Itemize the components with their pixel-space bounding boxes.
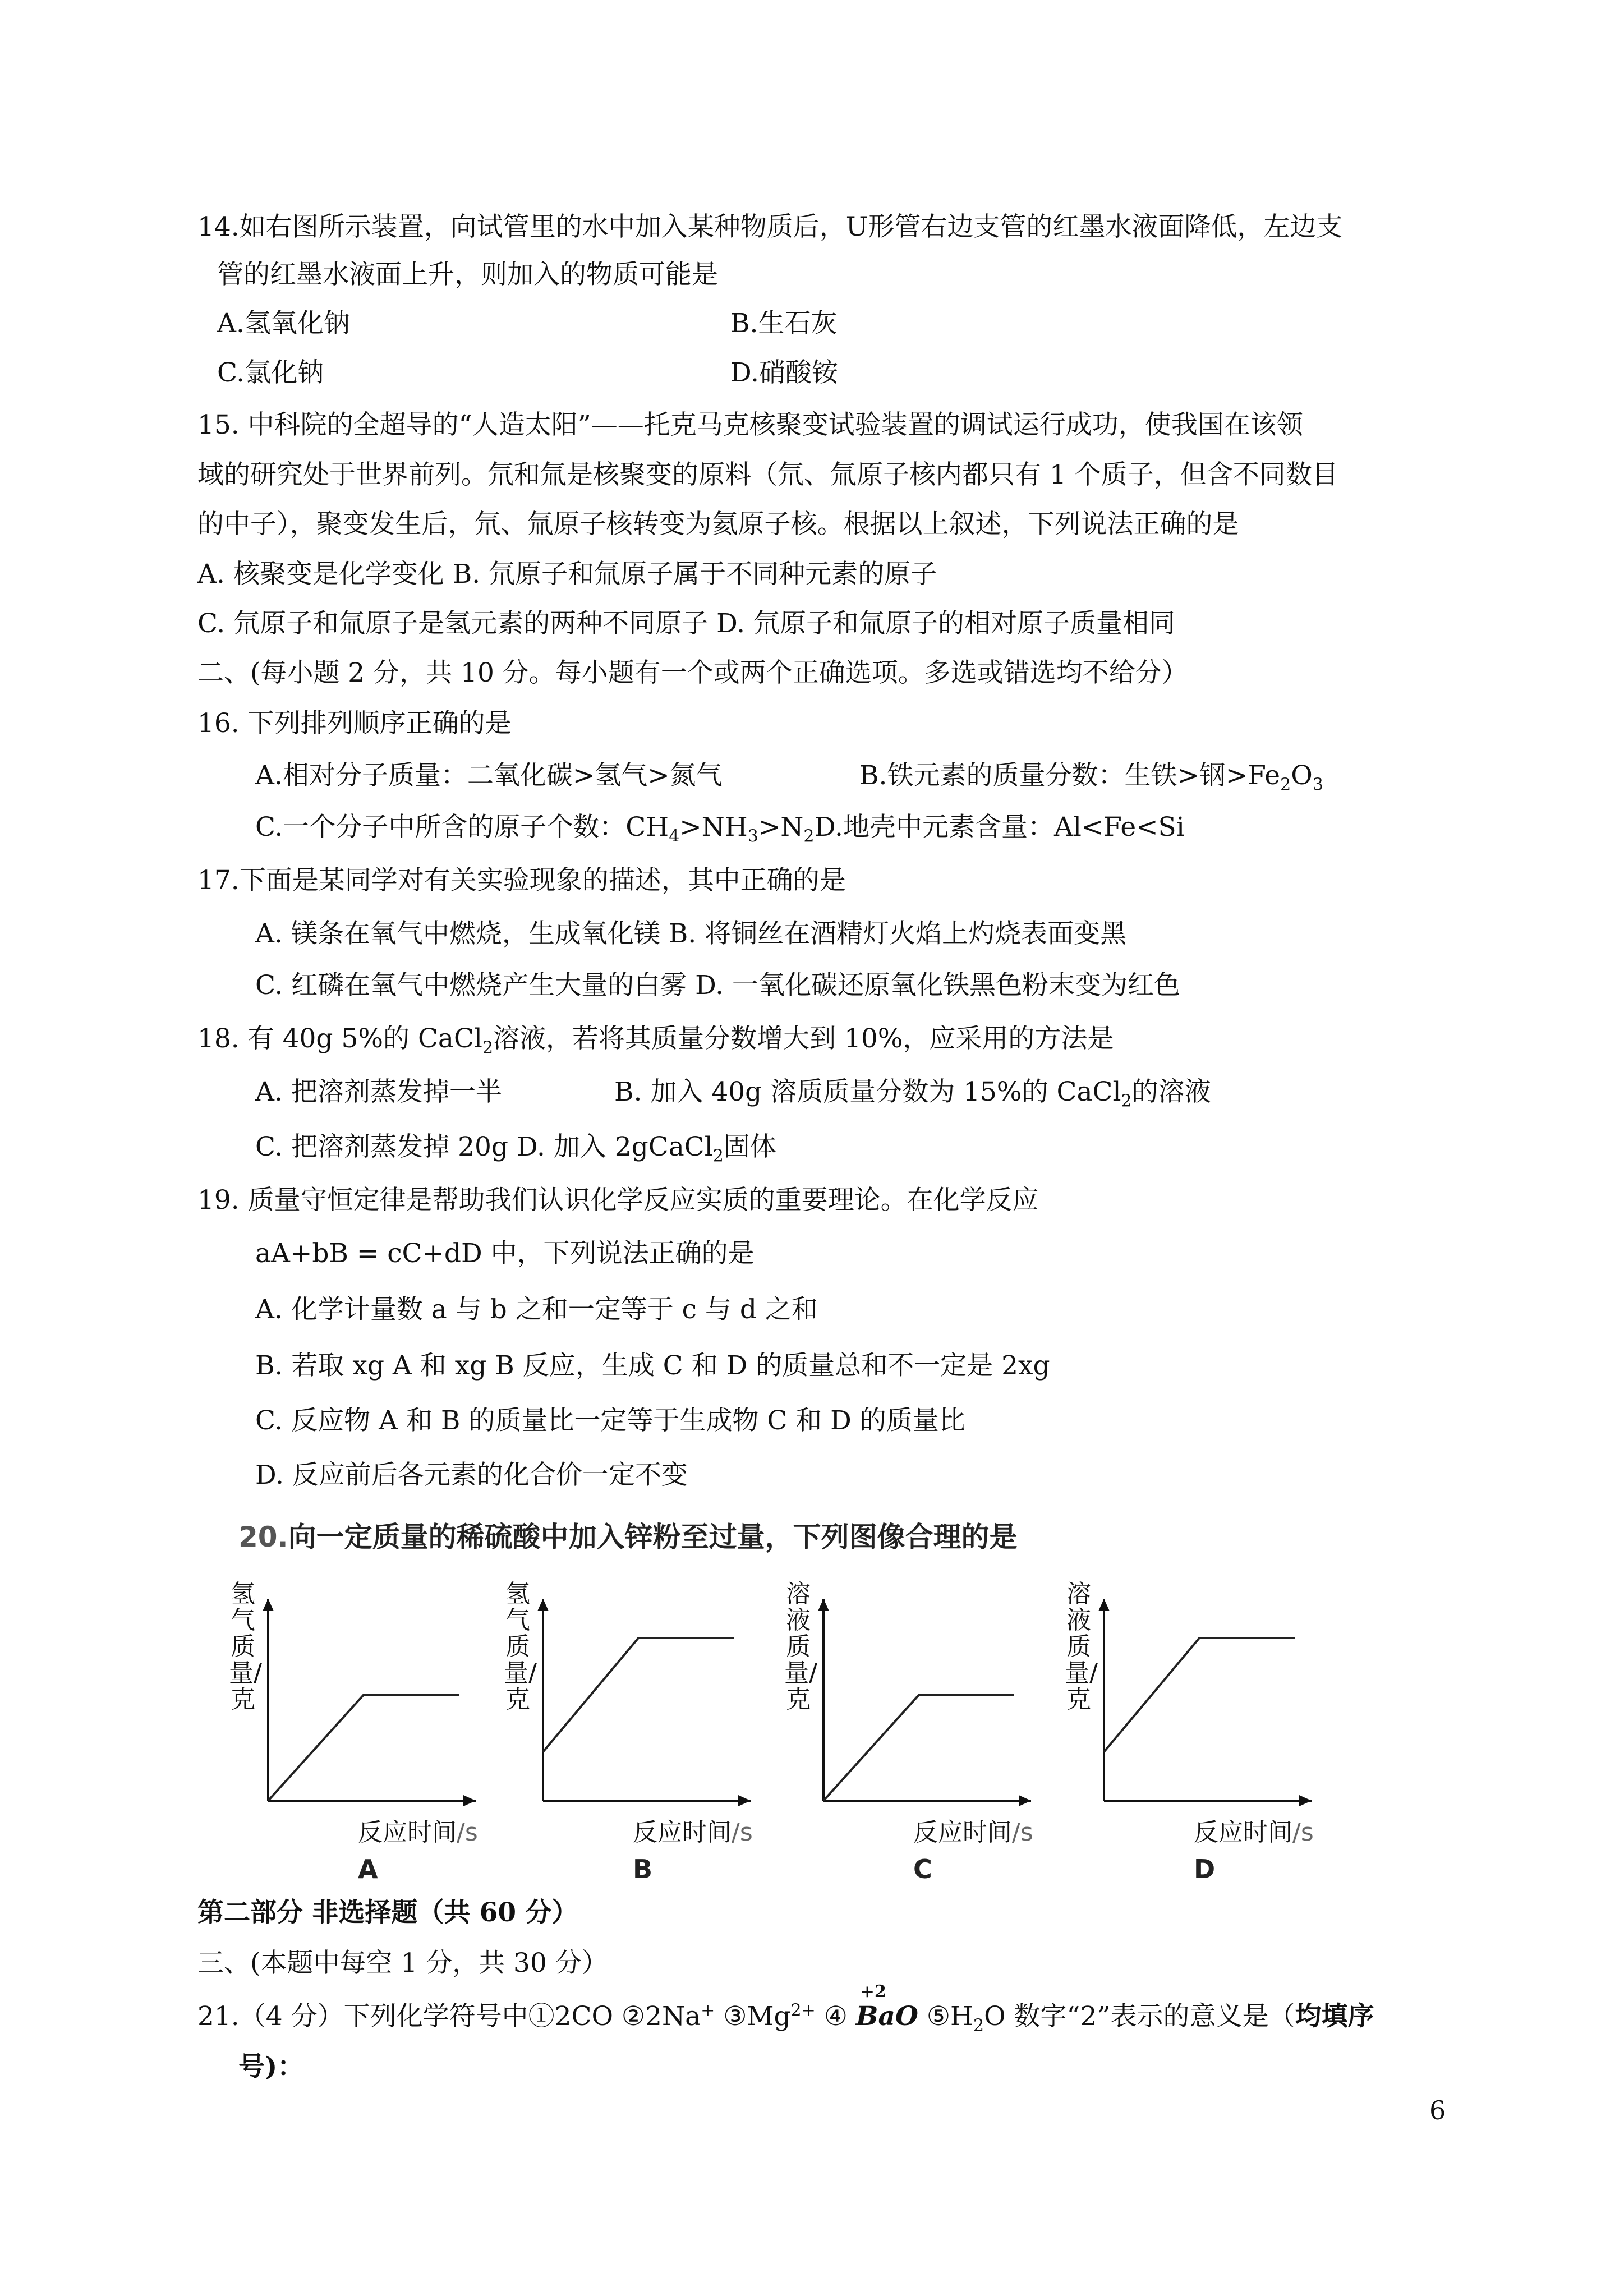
chart-c: [780, 1571, 1071, 1884]
q16-stem: 16. 下列排列顺序正确的是: [197, 708, 512, 739]
part-2-heading: 第二部分 非选择题（共 60 分）: [197, 1897, 578, 1928]
chart-d: [1060, 1571, 1352, 1884]
series-line: [1104, 1638, 1295, 1752]
chart-tag: C: [913, 1854, 932, 1884]
q19-option-b: B. 若取 xg A 和 xg B 反应，生成 C 和 D 的质量总和不一定是 2xg: [255, 1350, 1050, 1381]
q19-stem: 19. 质量守恒定律是帮助我们认识化学反应实质的重要理论。在化学反应: [197, 1185, 1039, 1216]
q16-option-d: D.地壳中元素含量：Al<Fe<Si: [815, 812, 1185, 843]
q16-option-b: B.铁元素的质量分数：生铁>钢$>Fe_2O_3$: [859, 760, 1323, 795]
y-axis-label: 氢气质量/克: [229, 1580, 262, 1714]
x-axis-label: 反应时间/s: [633, 1818, 753, 1847]
y-axis-arrow: [1098, 1599, 1110, 1611]
y-axis-label: 溶液质量/克: [784, 1580, 817, 1714]
q18-stem: 18. 有 40g 5%的 CaCl$_2$溶液，若将其质量分数增大到 10%，应采用的方法是: [197, 1023, 1114, 1058]
x-axis-arrow: [1019, 1795, 1031, 1806]
q14-stem-line2: 管的红墨水液面上升，则加入的物质可能是: [217, 259, 718, 290]
q15-stem-line2: 域的研究处于世界前列。氘和氚是核聚变的原料（氘、氚原子核内都只有 1 个质子，但含不同数目: [197, 459, 1338, 490]
y-axis-arrow: [263, 1599, 274, 1611]
x-axis-label: 反应时间/s: [1194, 1818, 1314, 1847]
q17-options-cd: C. 红磷在氧气中燃烧产生大量的白雾 D. 一氧化碳还原氧化铁黑色粉末变为红色: [255, 970, 1180, 1001]
q19-option-d: D. 反应前后各元素的化合价一定不变: [255, 1460, 688, 1490]
q14-option-d: D.硝酸铵: [730, 357, 838, 388]
q19-option-a: A. 化学计量数 a 与 b 之和一定等于 c 与 d 之和: [255, 1294, 818, 1325]
series-line: [543, 1638, 734, 1752]
y-axis-label: 氢气质量/克: [504, 1580, 537, 1714]
q14-option-c: C.氯化钠: [217, 357, 324, 388]
bao-formula: +2 BaO: [855, 1982, 918, 2032]
q18-option-a: A. 把溶剂蒸发掉一半: [255, 1076, 502, 1107]
x-axis-arrow: [463, 1795, 476, 1806]
q15-stem-line3: 的中子），聚变发生后，氘、氚原子核转变为氦原子核。根据以上叙述，下列说法正确的是: [197, 509, 1239, 540]
chart-b: [499, 1571, 791, 1884]
series-line: [823, 1695, 1014, 1801]
q18-options-cd: C. 把溶剂蒸发掉 20g D. 加入 2gCaCl$_2$固体: [255, 1131, 776, 1166]
chart-a: [224, 1571, 516, 1884]
x-axis-label: 反应时间/s: [358, 1818, 478, 1847]
q17-stem: 17.下面是某同学对有关实验现象的描述，其中正确的是: [197, 865, 846, 896]
q14-option-b: B.生石灰: [730, 308, 838, 339]
x-axis-arrow: [1299, 1795, 1312, 1806]
page-number: 6: [1429, 2095, 1446, 2125]
y-axis-arrow: [537, 1599, 549, 1611]
section-2-heading: 二、(每小题 2 分，共 10 分。每小题有一个或两个正确选项。多选或错选均不给分）: [197, 657, 1188, 688]
q17-options-ab: A. 镁条在氧气中燃烧，生成氧化镁 B. 将铜丝在酒精灯火焰上灼烧表面变黑: [255, 918, 1127, 949]
q21-stem-line2: 号)：: [238, 2051, 304, 2082]
x-axis-arrow: [738, 1795, 751, 1806]
q20-title: 20.向一定质量的稀硫酸中加入锌粉至过量，下列图像合理的是: [238, 1521, 1018, 1553]
x-axis-label: 反应时间/s: [913, 1818, 1033, 1847]
chart-tag: B: [633, 1854, 653, 1884]
chart-tag: A: [358, 1854, 378, 1884]
q14-stem: 14.如右图所示装置，向试管里的水中加入某种物质后，U形管右边支管的红墨水液面降低，左边支: [197, 211, 1343, 242]
q19-option-c: C. 反应物 A 和 B 的质量比一定等于生成物 C 和 D 的质量比: [255, 1405, 965, 1436]
q14-option-a: A.氢氧化钠: [217, 308, 350, 339]
q15-options-ab: A. 核聚变是化学变化 B. 氘原子和氚原子属于不同种元素的原子: [197, 559, 937, 590]
q18-option-b: B. 加入 40g 溶质质量分数为 15%的 CaCl$_2$的溶液: [614, 1076, 1211, 1111]
q16-option-c: C.一个分子中所含的原子个数：$CH_4>NH_3>N_2$: [255, 812, 815, 846]
chart-tag: D: [1194, 1854, 1216, 1884]
y-axis-arrow: [818, 1599, 829, 1611]
series-line: [268, 1695, 459, 1801]
q15-stem: 15. 中科院的全超导的“人造太阳”——托克马克核聚变试验装置的调试运行成功，使我国在该领: [197, 409, 1303, 440]
q15-options-cd: C. 氘原子和氚原子是氢元素的两种不同原子 D. 氘原子和氚原子的相对原子质量相同: [197, 608, 1175, 639]
q16-option-a: A.相对分子质量：二氧化碳>氢气>氮气: [255, 760, 723, 791]
y-axis-label: 溶液质量/克: [1065, 1580, 1098, 1714]
q21-stem: 21.（4 分）下列化学符号中①2CO ②2Na+ $③Mg^{2+}$ ④ +2 BaO $⑤H_2O$ 数字“2”表示的意义是（均填序: [197, 1982, 1374, 2036]
section-3-heading: 三、(本题中每空 1 分，共 30 分）: [197, 1948, 608, 1978]
q19-stem-line2: aA+bB = cC+dD 中，下列说法正确的是: [255, 1238, 755, 1269]
